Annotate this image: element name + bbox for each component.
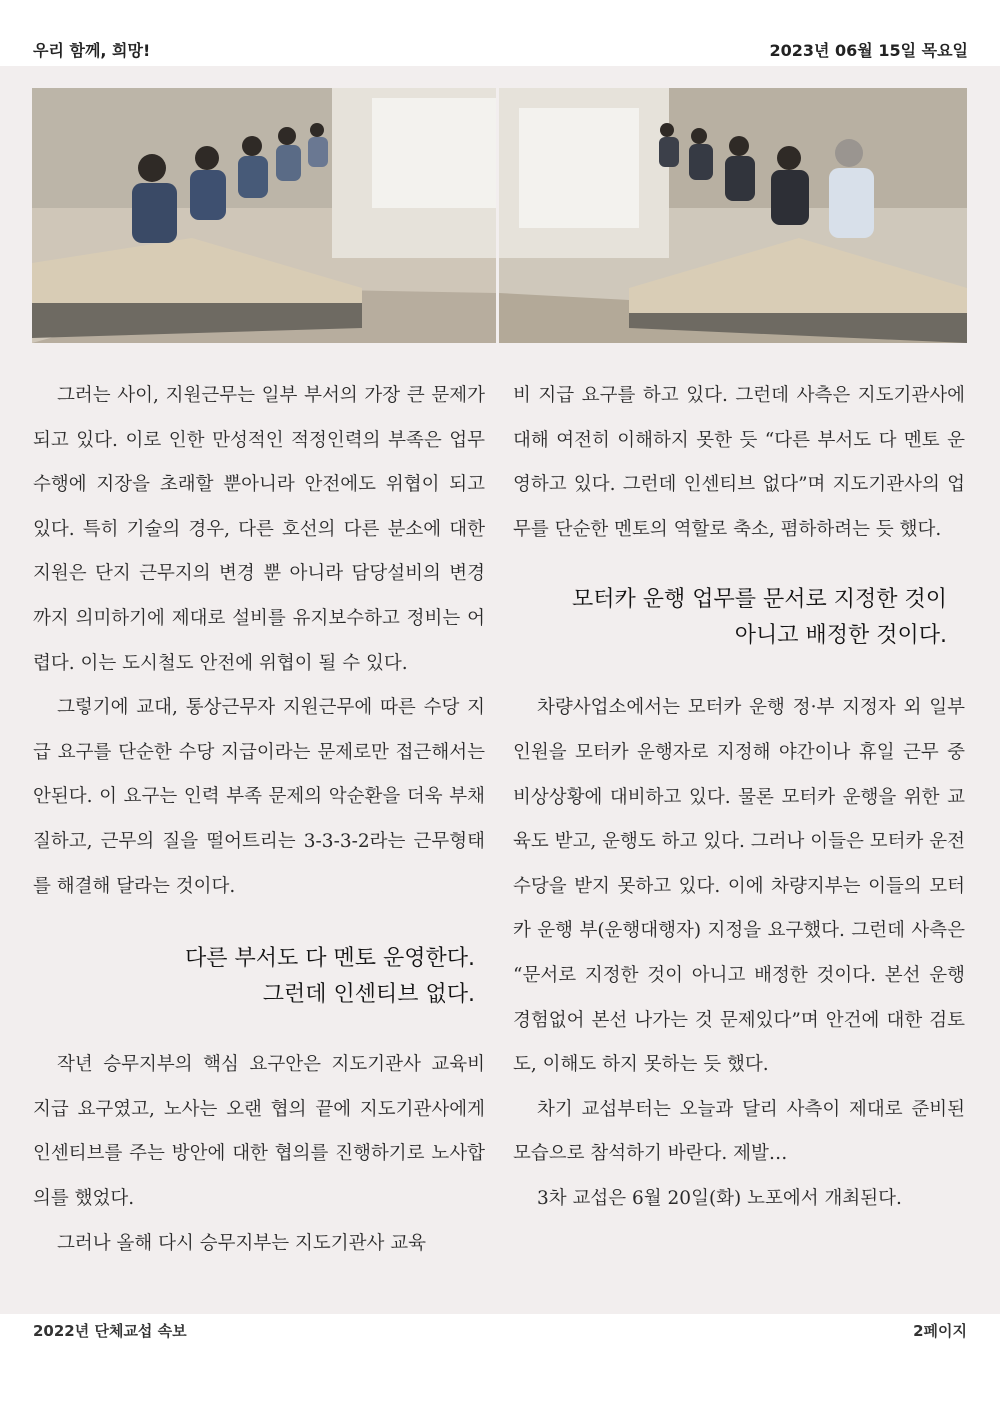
paragraph: 그렇기에 교대, 통상근무자 지원근무에 따른 수당 지급 요구를 단순한 수당 지급이라는 문제로만 접근해서는 안된다. 이 요구는 인력 부족 문제의 악순환을 더욱 부채질하고, 근무의 질을 떨어트리는 3-3-3-2라는 근무형태를 해결해 달라는 것이다. [33, 697, 485, 897]
publication-title: 2022년 단체교섭 속보 [33, 1322, 187, 1340]
paragraph: 차기 교섭부터는 오늘과 달리 사측이 제대로 준비된 모습으로 참석하기 바란다. 제발… [513, 1098, 965, 1165]
page-footer [0, 1314, 1000, 1415]
section-heading [513, 582, 965, 654]
newsletter-slogan: 우리 함께, 희망! [33, 41, 151, 60]
article-column-left [33, 374, 485, 1266]
section-heading-line: 모터카 운행 업무를 문서로 지정한 것이 [572, 587, 947, 613]
issue-date: 2023년 06월 15일 목요일 [769, 41, 968, 60]
section-heading-line: 그런데 인센티브 없다. [262, 982, 475, 1008]
section-heading [33, 941, 485, 1013]
section-heading-line: 아니고 배정한 것이다. [734, 623, 947, 649]
meeting-photo-left [32, 88, 496, 343]
paragraph: 3차 교섭은 6월 20일(화) 노포에서 개최된다. [537, 1187, 902, 1209]
section-heading-line: 다른 부서도 다 멘토 운영한다. [185, 946, 475, 972]
paragraph: 차량사업소에서는 모터카 운행 정·부 지정자 외 일부 인원을 모터카 운행자로 지정해 야간이나 휴일 근무 중 비상상황에 대비하고 있다. 물론 모터카 운행을 위한 교육도 받고, 운행도 하고 있다. 그러나 이들은 모터카 운전수당을 받지 못하고 있다. 이에 차량지부는 이들의 모터카 운행 부(운행대행자) 지정을 요구했다. 그런데 사측은 “문서로 지정한 것이 아니고 배정한 것이다. 본선 운행 경험없어 본선 나가는 것 문제있다”며 안건에 대한 검토도, 이해도 하지 못하는 듯 했다. [513, 697, 965, 1076]
paragraph: 그러는 사이, 지원근무는 일부 부서의 가장 큰 문제가 되고 있다. 이로 인한 만성적인 적정인력의 부족은 업무수행에 지장을 초래할 뿐아니라 안전에도 위협이 되고 있다. 특히 기술의 경우, 다른 호선의 다른 분소에 대한 지원은 단지 근무지의 변경 뿐 아니라 담당설비의 변경까지 의미하기에 제대로 설비를 유지보수하고 정비는 어렵다. 이는 도시철도 안전에 위협이 될 수 있다. [33, 385, 485, 674]
meeting-photo-right [499, 88, 967, 343]
page-header [0, 0, 1000, 68]
paragraph-continued: 비 지급 요구를 하고 있다. 그런데 사측은 지도기관사에 대해 여전히 이해하지 못한 듯 “다른 부서도 다 멘토 운영하고 있다. 그런데 인센티브 없다”며 지도기관사의 업무를 단순한 멘토의 역할로 축소, 폄하하려는 듯 했다. [513, 385, 965, 540]
page-number: 2페이지 [913, 1322, 967, 1340]
paragraph: 작년 승무지부의 핵심 요구안은 지도기관사 교육비 지급 요구였고, 노사는 오랜 협의 끝에 지도기관사에게 인센티브를 주는 방안에 대한 협의를 진행하기로 노사합의를 했었다. [33, 1054, 485, 1209]
article-column-right [513, 374, 965, 1222]
paragraph: 그러나 올해 다시 승무지부는 지도기관사 교육 [57, 1232, 426, 1254]
